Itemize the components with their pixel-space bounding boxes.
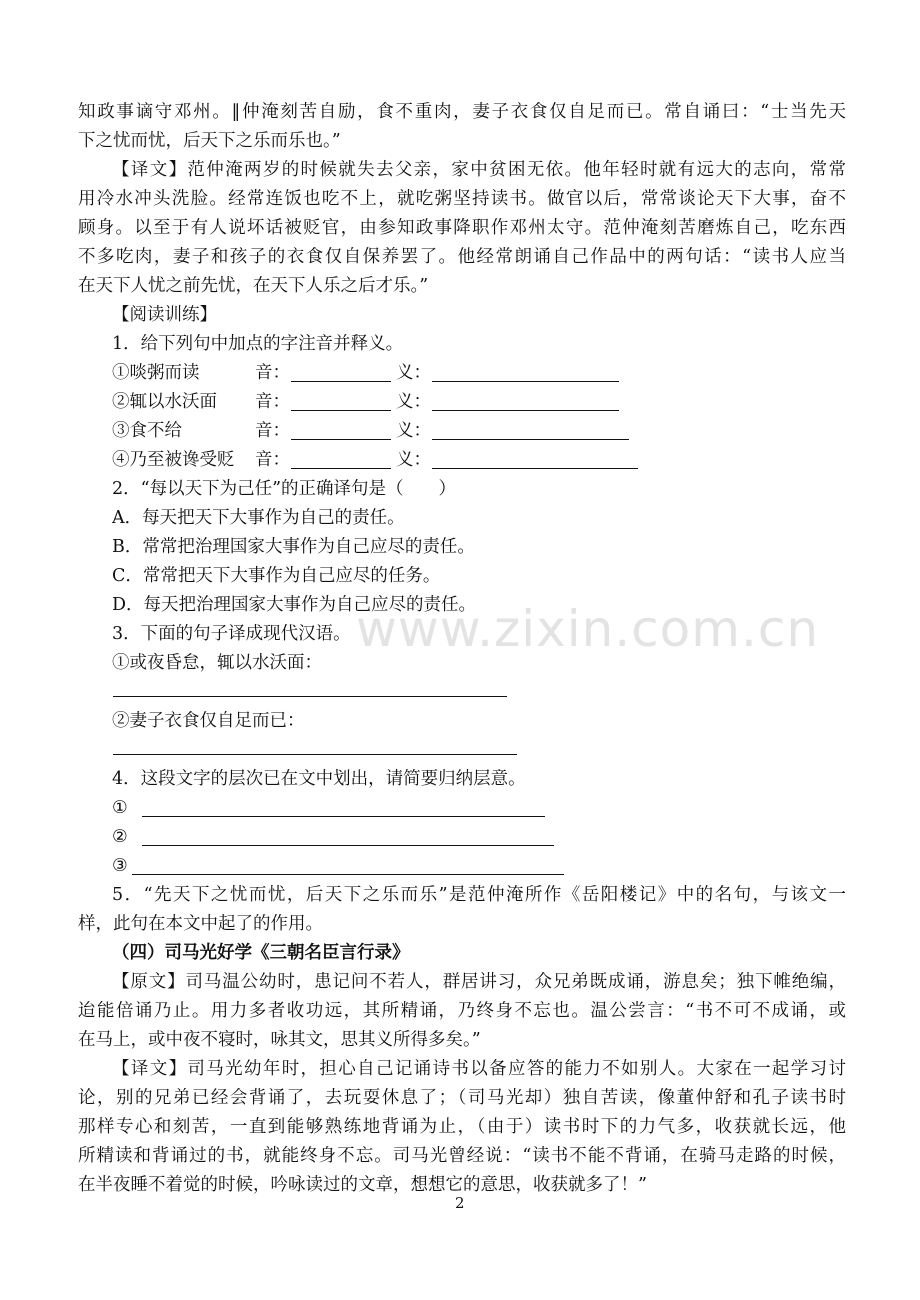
q1-yin-blank[interactable] xyxy=(291,438,391,440)
question-1: 1．给下列句中加点的字注音并释义。 xyxy=(112,334,404,354)
q1-yi-blank[interactable] xyxy=(432,380,619,382)
section4-translation-line5: 在半夜睡不着觉的时候，吟咏读过的文章，想想它的意思，收获就多了！” xyxy=(78,1175,647,1195)
para1-line2: 下之忧而忧，后天下之乐而乐也。” xyxy=(78,131,341,151)
q5-line2: 样，此句在本文中起了的作用。 xyxy=(78,914,323,934)
q4-answer-2-blank[interactable] xyxy=(142,844,554,846)
watermark: www.zixin.com.cn xyxy=(356,600,820,658)
translation1-line5: 在天下人忧之前先忧，在天下人乐之后才乐。” xyxy=(78,276,429,296)
q2-option-b: B．常常把治理国家大事作为自己应尽的责任。 xyxy=(112,537,475,557)
page-number: 2 xyxy=(455,1194,465,1212)
q4-mark-1: ① xyxy=(112,798,128,818)
q1-yin-label: 音： xyxy=(255,450,290,470)
section4-title: （四）司马光好学《三朝名臣言行录》 xyxy=(112,943,410,963)
question-4: 4．这段文字的层次已在文中划出，请简要归纳层意。 xyxy=(112,769,526,789)
q1-yin-label: 音： xyxy=(255,392,290,412)
section4-original-line2: 迨能倍诵乃止。用力多者收功远，其所精诵，乃终身不忘也。温公尝言：“书不可不成诵，或 xyxy=(78,1001,846,1021)
q4-mark-3: ③ xyxy=(112,856,128,876)
translation1-line1: 【译文】范仲淹两岁的时候就失去父亲，家中贫困无依。他年轻时就有远大的志向，常常 xyxy=(112,160,846,180)
q2-option-c: C．常常把天下大事作为自己应尽的任务。 xyxy=(112,566,441,586)
q1-yin-blank[interactable] xyxy=(291,467,391,469)
q1-yi-label: 义： xyxy=(396,450,431,470)
q1-yi-label: 义： xyxy=(396,392,431,412)
question-3: 3．下面的句子译成现代汉语。 xyxy=(112,624,351,644)
q3-sentence-a: ①或夜昏怠，辄以水沃面： xyxy=(112,653,322,673)
q1-item-label: ③食不给 xyxy=(112,421,182,441)
section4-translation-line1: 【译文】司马光幼年时，担心自己记诵诗书以备应答的能力不如别人。大家在一起学习讨 xyxy=(112,1059,846,1079)
q5-line1: 5．“先天下之忧而忧，后天下之乐而乐”是范仲淹所作《岳阳楼记》中的名句，与该文一 xyxy=(112,885,846,905)
translation1-line3: 顾身。以至于有人说坏话被贬官，由参知政事降职作邓州太守。范仲淹刻苦磨炼自己，吃东西 xyxy=(78,218,846,238)
q3-answer-b-blank[interactable] xyxy=(113,753,517,755)
q1-item-label: ④乃至被谗受贬 xyxy=(112,450,235,470)
q1-yin-label: 音： xyxy=(255,421,290,441)
q1-item-label: ②辄以水沃面 xyxy=(112,392,217,412)
question-2: 2．“每以天下为己任”的正确译句是（ ） xyxy=(112,479,457,499)
q2-option-d: D．每天把治理国家大事作为自己应尽的责任。 xyxy=(112,595,477,615)
translation1-line2: 用冷水冲头洗脸。经常连饭也吃不上，就吃粥坚持读书。做官以后，常常谈论天下大事，奋不 xyxy=(78,189,846,209)
q4-answer-3-blank[interactable] xyxy=(132,873,564,875)
section4-translation-line3: 那样专心和刻苦，一直到能够熟练地背诵为止，（由于）读书时下的力气多，收获就长远，他 xyxy=(78,1117,846,1137)
section4-translation-line4: 所精读和背诵过的书，就能终身不忘。司马光曾经说：“读书不能不背诵，在骑马走路的时候， xyxy=(78,1146,846,1166)
q1-item-label: ①啖粥而读 xyxy=(112,363,200,383)
q3-answer-a-blank[interactable] xyxy=(113,695,507,697)
section4-original-line3: 在马上，或中夜不寝时，咏其文，思其义所得多矣。” xyxy=(78,1030,481,1050)
q1-yi-blank[interactable] xyxy=(432,409,619,411)
q1-yi-label: 义： xyxy=(396,363,431,383)
q1-yin-label: 音： xyxy=(255,363,290,383)
q1-yi-blank[interactable] xyxy=(432,467,638,469)
translation1-line4: 不多吃肉，妻子和孩子的衣食仅自保养罢了。他经常朗诵自己作品中的两句话：“读书人应当 xyxy=(78,247,846,267)
q2-option-a: A．每天把天下大事作为自己的责任。 xyxy=(112,508,405,528)
section4-translation-line2: 论，别的兄弟已经会背诵了，去玩耍休息了；（司马光却）独自苦读，像董仲舒和孔子读书时 xyxy=(78,1088,846,1108)
q1-yin-blank[interactable] xyxy=(291,409,391,411)
q1-yi-label: 义： xyxy=(396,421,431,441)
q4-mark-2: ② xyxy=(112,827,128,847)
section4-original-line1: 【原文】司马温公幼时，患记问不若人，群居讲习，众兄弟既成诵，游息矣；独下帷绝编， xyxy=(112,972,846,992)
para1-line1: 知政事谪守邓州。‖仲淹刻苦自励，食不重肉，妻子衣食仅自足而已。常自诵曰：“士当先天 xyxy=(78,102,846,122)
training-heading: 【阅读训练】 xyxy=(112,305,217,325)
q4-answer-1-blank[interactable] xyxy=(142,815,545,817)
q1-yin-blank[interactable] xyxy=(291,380,391,382)
q3-sentence-b: ②妻子衣食仅自足而已： xyxy=(112,711,305,731)
q1-yi-blank[interactable] xyxy=(432,438,629,440)
